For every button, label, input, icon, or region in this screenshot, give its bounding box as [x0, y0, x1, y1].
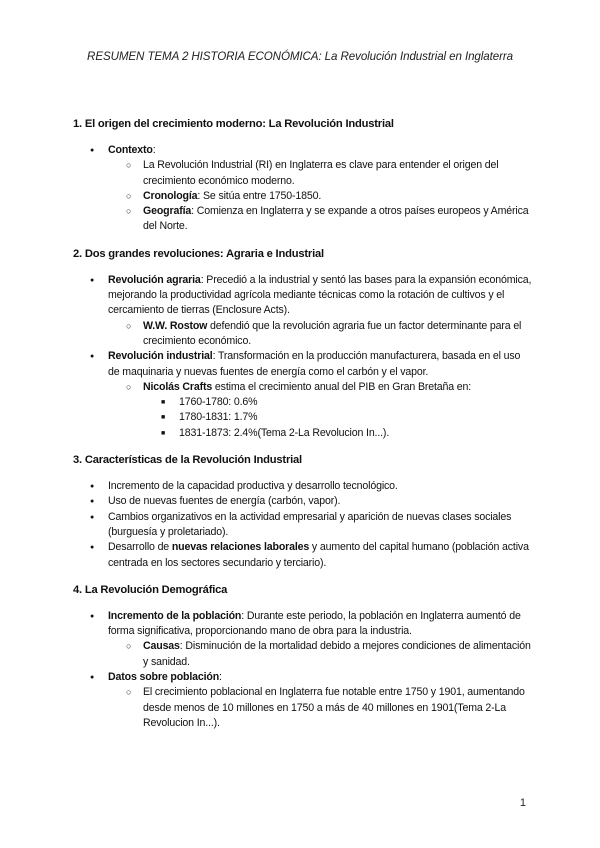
- item-text: La Revolución Industrial (RI) en Inglaterra es clave para entender el origen del crecimiento económico moderno.: [143, 159, 499, 187]
- list-item: [73, 670, 533, 731]
- list-item: [73, 143, 533, 235]
- bullet-list: [73, 143, 533, 235]
- sub-list-item: [108, 204, 533, 235]
- item-text: : Durante este periodo, la población en Inglaterra aumentó de forma significativa, proporcionando mano de obra para la industria.: [108, 609, 521, 638]
- section-2: [73, 247, 533, 441]
- item-text: :: [152, 144, 156, 156]
- page-number: 1: [519, 797, 526, 809]
- sub-list: [108, 380, 533, 441]
- list-item: ● Uso de nuevas fuentes de energía (carbón, vapor).: [73, 494, 533, 509]
- item-text: : Comienza en Inglaterra y se expande a otros países europeos y América del Norte.: [143, 205, 529, 233]
- item-bold: Revolución agraria: [108, 273, 201, 286]
- sub-list: [108, 685, 533, 731]
- section-4: [73, 583, 533, 731]
- sub-list-item: [108, 319, 533, 350]
- item-text: :: [219, 671, 222, 684]
- section-3: [73, 453, 533, 571]
- item-bold: nuevas relaciones laborales: [171, 541, 310, 554]
- sub-list-item: [108, 685, 533, 731]
- item-bold: Revolución industrial: [108, 350, 213, 363]
- list-item: ● Incremento de la capacidad productiva y desarrollo tecnológico.: [73, 479, 533, 494]
- list-item: [73, 609, 533, 670]
- list-item: [73, 540, 533, 571]
- section-title: 3. Características de la Revolución Industrial: [73, 454, 302, 467]
- item-bold: Incremento de la población: [108, 609, 242, 622]
- item-bold: Geografía: [143, 205, 192, 218]
- document-content: [73, 117, 533, 743]
- item-bold: Contexto: [108, 144, 153, 156]
- section-title: 2. Dos grandes revoluciones: Agraria e Industrial: [73, 247, 324, 260]
- sub-list-item: [108, 380, 533, 441]
- item-text: estima el crecimiento anual del PIB en Gran Bretaña en:: [212, 380, 472, 393]
- item-text: defendió que la revolución agraria fue un factor determinante para el crecimiento económico.: [143, 319, 522, 347]
- section-title: 4. La Revolución Demográfica: [73, 583, 228, 596]
- item-bold: W.W. Rostow: [143, 319, 208, 332]
- item-text: Desarrollo de: [108, 541, 172, 554]
- item-bold: Datos sobre población: [108, 671, 220, 684]
- sub-list: [108, 639, 533, 670]
- section-1: [73, 117, 533, 235]
- sub-list-item: [108, 189, 533, 204]
- gdp-item: ■ 1780-1831: 1.7%: [143, 410, 533, 425]
- section-title: 1. El origen del crecimiento moderno: La Revolución Industrial: [73, 118, 394, 130]
- item-bold: Cronología: [143, 189, 198, 202]
- sub-list: [108, 319, 533, 350]
- document-header: RESUMEN TEMA 2 HISTORIA ECONÓMICA: La Revolución Industrial en Inglaterra: [87, 50, 513, 63]
- item-bold: Causas: [143, 640, 180, 653]
- item-text: : Transformación en la producción manufacturera, basada en el uso de maquinaria y nuevas fuentes de energía como el carbón y el vapor.: [108, 350, 521, 378]
- sub-list: [108, 158, 533, 234]
- item-text: : Disminución de la mortalidad debido a mejores condiciones de alimentación y sanidad.: [143, 640, 531, 668]
- sub-list-item: [108, 158, 533, 189]
- item-text: El crecimiento poblacional en Inglaterra fue notable entre 1750 y 1901, aumentando desde menos de 10 millones en 1750 a más de 40 millones en 1901(Tema 2-La Revolucion In...).: [143, 686, 525, 729]
- item-text: : Se sitúa entre 1750-1850.: [197, 189, 322, 202]
- gdp-item: ■ 1831-1873: 2.4%(Tema 2-La Revolucion In...).: [143, 426, 533, 441]
- list-item: [73, 349, 533, 441]
- item-text: y aumento del capital humano (población activa centrada en los sectores secundario y terciario).: [108, 541, 529, 569]
- bullet-list: [73, 273, 533, 441]
- bullet-list: [73, 609, 533, 731]
- gdp-item: ■ 1760-1780: 0.6%: [143, 395, 533, 410]
- sub-sub-list: [143, 395, 533, 441]
- list-item: [73, 273, 533, 349]
- list-item: ● Cambios organizativos en la actividad empresarial y aparición de nuevas clases sociales (burguesía y proletariado).: [73, 510, 533, 541]
- bullet-list: [73, 479, 533, 571]
- item-text: : Precedió a la industrial y sentó las bases para la expansión económica, mejorando la productividad agrícola mediante técnicas como la rotación de cultivos y el cercamiento de tierras (Enclosure Acts).: [108, 273, 532, 317]
- item-bold: Nicolás Crafts: [143, 380, 213, 393]
- sub-list-item: [108, 639, 533, 670]
